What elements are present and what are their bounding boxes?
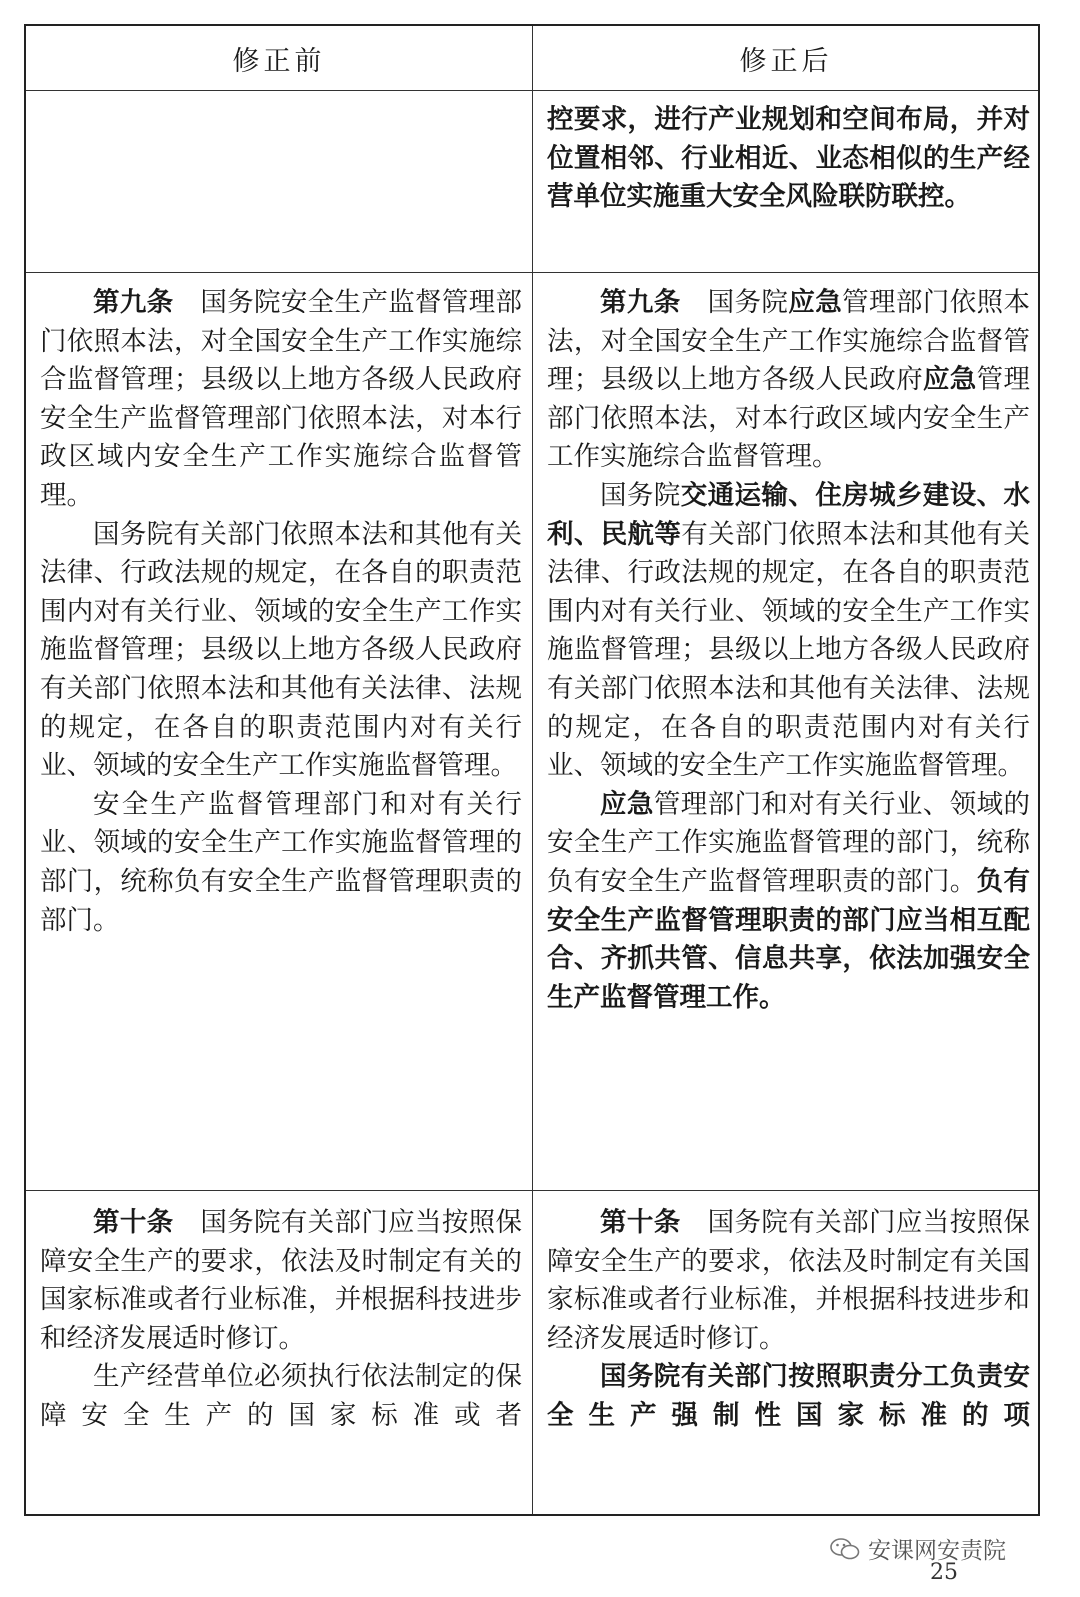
row2-before-cell xyxy=(26,284,532,1184)
amended-text: 应急 xyxy=(788,287,843,318)
amended-text: 交通运输、住房城乡建设、水利、民航等 xyxy=(547,479,1031,550)
article-10-before-p1: 第十条 国务院有关部门应当按照保障安全生产的要求，依法及时制定有关的国家标准或者行业标准，并根据科技进步和经济发展适时修订。 xyxy=(40,1207,522,1354)
header-after: 修正后 xyxy=(739,45,833,77)
amended-text: 负有安全生产监督管理职责的部门应当相互配合、齐抓共管、信息共享，依法加强安全生产监督管理工作。 xyxy=(547,865,1031,1013)
article-10-label: 第十条 xyxy=(93,1207,174,1238)
watermark-text: 安课网安责院 xyxy=(868,1538,1006,1564)
article-9-label: 第九条 xyxy=(93,287,174,318)
watermark xyxy=(830,1532,1006,1565)
article-9-before-p1: 第九条 国务院安全生产监督管理部门依照本法，对全国安全生产工作实施综合监督管理；县级以上地方各级人民政府安全生产监督管理部门依照本法，对本行政区域内安全生产工作实施综合监督管理。 xyxy=(40,287,522,511)
article-9-after-p3: 应急管理部门和对有关行业、领域的安全生产工作实施监督管理的部门，统称负有安全生产监督管理职责的部门。负有安全生产监督管理职责的部门应当相互配合、齐抓共管、信息共享，依法加强安全生产监督管理工作。 xyxy=(547,788,1031,1013)
row-divider xyxy=(26,1190,1038,1191)
article-9-before-p2: 国务院有关部门依照本法和其他有关法律、行政法规的规定，在各自的职责范围内对有关行业、领域的安全生产工作实施监督管理；县级以上地方各级人民政府有关部门依照本法和其他有关法律、法规的规定，在各自的职责范围内对有关行业、领域的安全生产工作实施监督管理。 xyxy=(40,518,522,782)
row1-after-text: 控要求，进行产业规划和空间布局，并对位置相邻、行业相近、业态相似的生产经营单位实施重大安全风险联防联控。 xyxy=(547,104,1030,213)
row2-after-cell xyxy=(533,284,1040,1184)
wechat-icon xyxy=(830,1537,860,1561)
header-before: 修正前 xyxy=(232,45,326,77)
row1-before-cell xyxy=(26,91,532,271)
row-divider xyxy=(26,272,1038,273)
article-9-before-p3: 安全生产监督管理部门和对有关行业、领域的安全生产工作实施监督管理的部门，统称负有安全生产监督管理职责的部门。 xyxy=(40,788,522,936)
page-number: 25 xyxy=(930,1560,958,1585)
amended-text: 应急 xyxy=(922,364,977,396)
comparison-table xyxy=(24,24,1040,1516)
row1-after-cell xyxy=(533,101,1040,271)
article-9-label: 第九条 xyxy=(600,287,681,318)
row3-after-cell xyxy=(533,1204,1040,1514)
article-9-after-p2: 国务院交通运输、住房城乡建设、水利、民航等有关部门依照本法和其他有关法律、行政法规的规定，在各自的职责范围内对有关行业、领域的安全生产工作实施监督管理；县级以上地方各级人民政府有关部门依照本法和其他有关法律、法规的规定，在各自的职责范围内对有关行业、领域的安全生产工作实施监督管理。 xyxy=(547,479,1031,782)
article-10-before-p2: 生产经营单位必须执行依法制定的保障安全生产的国家标准或者 xyxy=(40,1361,522,1431)
amended-text: 应急 xyxy=(600,788,654,820)
article-10-label: 第十条 xyxy=(600,1207,681,1238)
article-10-after-p2: 国务院有关部门按照职责分工负责安全生产强制性国家标准的项 xyxy=(547,1361,1030,1431)
article-9-after-p1: 第九条 国务院应急管理部门依照本法，对全国安全生产工作实施综合监督管理；县级以上地方各级人民政府应急管理部门依照本法，对本行政区域内安全生产工作实施综合监督管理。 xyxy=(547,287,1031,473)
article-10-after-p1: 第十条 国务院有关部门应当按照保障安全生产的要求，依法及时制定有关国家标准或者行业标准，并根据科技进步和经济发展适时修订。 xyxy=(547,1207,1031,1354)
row3-before-cell xyxy=(26,1204,532,1514)
